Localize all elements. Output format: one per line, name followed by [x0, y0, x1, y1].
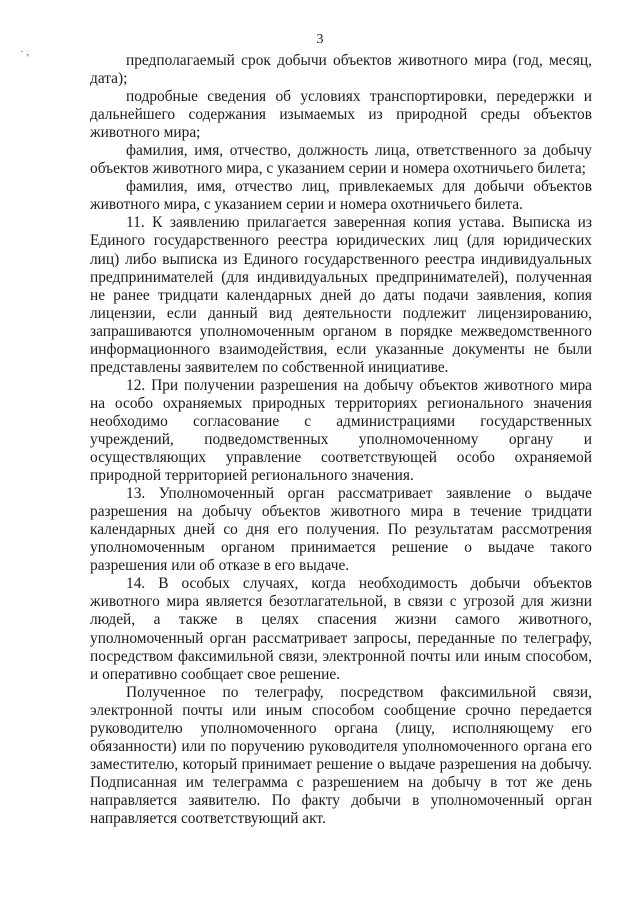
paragraph-involved-persons: фамилия, имя, отчество лиц, привлекаемых для добычи объектов животного мира, с указанием серии и номера охотничьего билета. — [90, 178, 592, 214]
paragraph-item-12: 12. При получении разрешения на добычу объектов животного мира на особо охраняемых природных территориях регионального значения необходимо согласование с администрациями государственных учреждений, подведомственных уполномоченному органу и осуществляющих управление соответствующей особо охраняемой природной территорией регионального значения. — [90, 376, 592, 485]
paragraph-responsible-person: фамилия, имя, отчество, должность лица, ответственного за добычу объектов животного мира, с указанием серии и номера охотничьего билета; — [90, 142, 592, 178]
document-body — [90, 52, 592, 828]
scan-mark: · , — [20, 46, 30, 58]
paragraph-item-14: 14. В особых случаях, когда необходимость добычи объектов животного мира является безотлагательной, в связи с угрозой для жизни людей, а также в целях спасения жизни самого животного, уполномоченный орган рассматривает запросы, переданные по телеграфу, посредством факсимильной связи, электронной почты или иным способом, и оперативно сообщает свое решение. — [90, 575, 592, 683]
paragraph-harvest-period: предполагаемый срок добычи объектов животного мира (год, месяц, дата); — [90, 52, 592, 88]
paragraph-transport-conditions: подробные сведения об условиях транспортировки, передержки и дальнейшего содержания изымаемых из природной среды объектов животного мира; — [90, 88, 592, 142]
paragraph-item-13: 13. Уполномоченный орган рассматривает заявление о выдаче разрешения на добычу объектов животного мира в течение тридцати календарных дней со дня его получения. По результатам рассмотрения уполномоченным органом принимается решение о выдаче такого разрешения или об отказе в его выдаче. — [90, 485, 592, 575]
paragraph-item-11: 11. К заявлению прилагается заверенная копия устава. Выписка из Единого государственного реестра юридических лиц (для юридических лиц) либо выписка из Единого государственного реестра индивидуальных предпринимателей (для индивидуальных предпринимателей), полученная не ранее тридцати календарных дней до даты подачи заявления, копия лицензии, если данный вид деятельности подлежит лицензированию, запрашиваются уполномоченным органом в порядке межведомственного информационного взаимодействия, если указанные документы не были представлены заявителем по собственной инициативе. — [90, 214, 592, 376]
paragraph-telegraph-procedure: Полученное по телеграфу, посредством факсимильной связи, электронной почты или иным способом сообщение срочно передается руководителю уполномоченного органа (лицу, исполняющему его обязанности) или по поручению руководителя уполномоченного органа его заместителю, который принимает решение о выдаче разрешения на добычу. Подписанная им телеграмма с разрешением на добычу в тот же день направляется заявителю. По факту добычи в уполномоченный орган направляется соответствующий акт. — [90, 683, 592, 827]
page-number: 3 — [316, 32, 324, 47]
